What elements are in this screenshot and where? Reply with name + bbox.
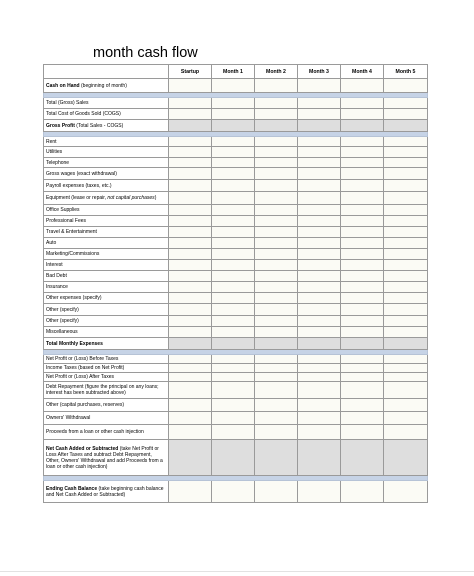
- cell[interactable]: [212, 180, 255, 192]
- row-debt-repayment: [44, 382, 428, 399]
- cell[interactable]: [298, 120, 341, 132]
- cell[interactable]: [169, 158, 212, 168]
- cell[interactable]: [255, 412, 298, 425]
- cell[interactable]: [298, 316, 341, 327]
- row-payroll-expenses: [44, 180, 428, 192]
- cell[interactable]: [384, 158, 428, 168]
- cell[interactable]: [384, 227, 428, 238]
- cell[interactable]: [255, 137, 298, 147]
- page-edge-divider: [0, 571, 474, 572]
- row-label: Proceeds from a loan or other cash injection: [44, 425, 169, 440]
- cell[interactable]: [212, 260, 255, 271]
- page-title: month cash flow: [93, 45, 198, 61]
- cell[interactable]: [341, 98, 384, 109]
- cell[interactable]: [255, 282, 298, 293]
- row-miscellaneous: [44, 327, 428, 338]
- cell[interactable]: [169, 364, 212, 373]
- cell[interactable]: [341, 216, 384, 227]
- row-gross-wages: [44, 168, 428, 180]
- cell[interactable]: [341, 338, 384, 350]
- row-other-expenses: [44, 293, 428, 304]
- cell[interactable]: [298, 192, 341, 205]
- cell[interactable]: [255, 249, 298, 260]
- cell[interactable]: [212, 282, 255, 293]
- cell[interactable]: [384, 180, 428, 192]
- cell[interactable]: [341, 227, 384, 238]
- cell[interactable]: [255, 79, 298, 93]
- cell[interactable]: [341, 364, 384, 373]
- row-owners-withdrawal: [44, 412, 428, 425]
- cell[interactable]: [341, 180, 384, 192]
- row-equipment: [44, 192, 428, 205]
- row-utilities: [44, 147, 428, 158]
- cell[interactable]: [255, 338, 298, 350]
- cell[interactable]: [212, 293, 255, 304]
- cell[interactable]: [341, 327, 384, 338]
- cell[interactable]: [169, 373, 212, 382]
- row-label: Other (specify): [44, 316, 169, 327]
- cell[interactable]: [298, 205, 341, 216]
- cell[interactable]: [341, 373, 384, 382]
- cell[interactable]: [212, 440, 255, 476]
- cell[interactable]: [341, 355, 384, 364]
- cell[interactable]: [212, 98, 255, 109]
- cell[interactable]: [169, 147, 212, 158]
- row-label: Other (specify): [44, 304, 169, 316]
- cell[interactable]: [298, 158, 341, 168]
- cell[interactable]: [298, 412, 341, 425]
- cell[interactable]: [341, 481, 384, 503]
- cell[interactable]: [384, 364, 428, 373]
- cell[interactable]: [341, 79, 384, 93]
- cell[interactable]: [255, 271, 298, 282]
- cell[interactable]: [255, 158, 298, 168]
- cell[interactable]: [341, 316, 384, 327]
- row-label: Income Taxes (based on Net Profit): [44, 364, 169, 373]
- cell[interactable]: [298, 238, 341, 249]
- cell[interactable]: [298, 260, 341, 271]
- row-label: Insurance: [44, 282, 169, 293]
- col-header-month-1: Month 1: [212, 65, 255, 79]
- cell[interactable]: [212, 79, 255, 93]
- cell[interactable]: [255, 327, 298, 338]
- cell[interactable]: [212, 216, 255, 227]
- cell[interactable]: [212, 304, 255, 316]
- row-cogs: [44, 109, 428, 120]
- cell[interactable]: [298, 364, 341, 373]
- cell[interactable]: [341, 425, 384, 440]
- cell[interactable]: [255, 481, 298, 503]
- row-income-taxes: [44, 364, 428, 373]
- row-label: Auto: [44, 238, 169, 249]
- cell[interactable]: [341, 147, 384, 158]
- cell[interactable]: [169, 109, 212, 120]
- cell[interactable]: [341, 304, 384, 316]
- cell[interactable]: [169, 316, 212, 327]
- row-telephone: [44, 158, 428, 168]
- cell[interactable]: [255, 109, 298, 120]
- cell[interactable]: [384, 79, 428, 93]
- cell[interactable]: [169, 382, 212, 399]
- cell[interactable]: [169, 260, 212, 271]
- cell[interactable]: [212, 481, 255, 503]
- cell[interactable]: [169, 338, 212, 350]
- row-interest: [44, 260, 428, 271]
- cell[interactable]: [384, 327, 428, 338]
- cell[interactable]: [255, 227, 298, 238]
- row-net-profit-after-taxes: [44, 373, 428, 382]
- cell[interactable]: [384, 147, 428, 158]
- row-rent: [44, 137, 428, 147]
- cell[interactable]: [169, 355, 212, 364]
- cell[interactable]: [298, 382, 341, 399]
- cell[interactable]: [298, 168, 341, 180]
- cell[interactable]: [384, 355, 428, 364]
- cell[interactable]: [298, 304, 341, 316]
- cell[interactable]: [255, 120, 298, 132]
- cell[interactable]: [212, 399, 255, 412]
- cell[interactable]: [298, 147, 341, 158]
- row-label: Total (Gross) Sales: [44, 98, 169, 109]
- cell[interactable]: [341, 192, 384, 205]
- cell[interactable]: [384, 304, 428, 316]
- cell[interactable]: [384, 399, 428, 412]
- cash-flow-table: [43, 64, 428, 503]
- row-total-monthly-expenses: [44, 338, 428, 350]
- cell[interactable]: [298, 249, 341, 260]
- cell[interactable]: [341, 205, 384, 216]
- cell[interactable]: [169, 327, 212, 338]
- cell[interactable]: [255, 382, 298, 399]
- cell[interactable]: [341, 382, 384, 399]
- col-header-month-2: Month 2: [255, 65, 298, 79]
- row-label: Gross wages (exact withdrawal): [44, 168, 169, 180]
- row-proceeds: [44, 425, 428, 440]
- cell[interactable]: [384, 293, 428, 304]
- cell[interactable]: [298, 399, 341, 412]
- cell[interactable]: [169, 440, 212, 476]
- cell[interactable]: [341, 412, 384, 425]
- cell[interactable]: [169, 282, 212, 293]
- row-label: Debt Repayment (figure the principal on any loans; interest has been subtracted above): [44, 382, 169, 399]
- cell[interactable]: [298, 327, 341, 338]
- row-label: Gross Profit (Total Sales - COGS): [44, 120, 169, 132]
- col-header-month-4: Month 4: [341, 65, 384, 79]
- cell[interactable]: [341, 271, 384, 282]
- cell[interactable]: [384, 238, 428, 249]
- cell[interactable]: [255, 168, 298, 180]
- cell[interactable]: [341, 120, 384, 132]
- cell[interactable]: [384, 440, 428, 476]
- cell[interactable]: [341, 282, 384, 293]
- cell[interactable]: [169, 79, 212, 93]
- cell[interactable]: [212, 338, 255, 350]
- cell[interactable]: [212, 205, 255, 216]
- cell[interactable]: [212, 158, 255, 168]
- row-label: Interest: [44, 260, 169, 271]
- cell[interactable]: [341, 440, 384, 476]
- cell[interactable]: [255, 205, 298, 216]
- cell[interactable]: [255, 147, 298, 158]
- row-cash-on-hand: [44, 79, 428, 93]
- cell[interactable]: [212, 168, 255, 180]
- cell[interactable]: [298, 282, 341, 293]
- row-label: Rent: [44, 137, 169, 147]
- row-label: Payroll expenses (taxes, etc.): [44, 180, 169, 192]
- cell[interactable]: [212, 120, 255, 132]
- cell[interactable]: [255, 192, 298, 205]
- cell[interactable]: [298, 227, 341, 238]
- cell[interactable]: [384, 373, 428, 382]
- cell[interactable]: [212, 425, 255, 440]
- cell[interactable]: [384, 168, 428, 180]
- cell[interactable]: [169, 137, 212, 147]
- cell[interactable]: [298, 109, 341, 120]
- row-other-1: [44, 304, 428, 316]
- row-office-supplies: [44, 205, 428, 216]
- cell[interactable]: [384, 137, 428, 147]
- cell[interactable]: [212, 271, 255, 282]
- row-ending-cash-balance: [44, 481, 428, 503]
- cell[interactable]: [169, 425, 212, 440]
- cell[interactable]: [169, 98, 212, 109]
- row-travel: [44, 227, 428, 238]
- cell[interactable]: [298, 180, 341, 192]
- cell[interactable]: [212, 373, 255, 382]
- row-net-profit-before-taxes: [44, 355, 428, 364]
- cell[interactable]: [255, 238, 298, 249]
- cell[interactable]: [384, 260, 428, 271]
- cell[interactable]: [298, 137, 341, 147]
- row-label: Travel & Entertainment: [44, 227, 169, 238]
- cell[interactable]: [341, 238, 384, 249]
- row-label: Utilities: [44, 147, 169, 158]
- row-net-cash: [44, 440, 428, 476]
- cell[interactable]: [212, 382, 255, 399]
- header-row: [44, 65, 428, 79]
- row-label: Bad Debt: [44, 271, 169, 282]
- row-auto: [44, 238, 428, 249]
- row-label: Other (capital purchases, reserves): [44, 399, 169, 412]
- cell[interactable]: [384, 338, 428, 350]
- cell[interactable]: [384, 271, 428, 282]
- cell[interactable]: [298, 79, 341, 93]
- row-label: Miscellaneous: [44, 327, 169, 338]
- row-label: Owners' Withdrawal: [44, 412, 169, 425]
- cell[interactable]: [169, 249, 212, 260]
- cell[interactable]: [255, 304, 298, 316]
- row-label: Net Profit or (Loss) Before Taxes: [44, 355, 169, 364]
- row-label: Office Supplies: [44, 205, 169, 216]
- cell[interactable]: [341, 249, 384, 260]
- cell[interactable]: [169, 412, 212, 425]
- col-header-month-3: Month 3: [298, 65, 341, 79]
- cell[interactable]: [169, 192, 212, 205]
- cell[interactable]: [255, 440, 298, 476]
- cell[interactable]: [298, 425, 341, 440]
- cell[interactable]: [169, 168, 212, 180]
- cell[interactable]: [212, 412, 255, 425]
- cell[interactable]: [169, 304, 212, 316]
- cell[interactable]: [341, 137, 384, 147]
- cell[interactable]: [341, 109, 384, 120]
- cell[interactable]: [255, 260, 298, 271]
- cell[interactable]: [298, 216, 341, 227]
- cell[interactable]: [212, 109, 255, 120]
- row-label: Net Cash Added or Subtracted (take Net Profit or Loss After Taxes and subtract Debt Repayment, Other, Owners' Withdrawal and add Proceeds from a loan or other cash injection): [44, 440, 169, 476]
- row-label: Telephone: [44, 158, 169, 168]
- col-header-month-5: Month 5: [384, 65, 428, 79]
- cell[interactable]: [384, 412, 428, 425]
- cell[interactable]: [212, 147, 255, 158]
- cell[interactable]: [298, 355, 341, 364]
- cell[interactable]: [169, 227, 212, 238]
- cell[interactable]: [212, 355, 255, 364]
- row-total-sales: [44, 98, 428, 109]
- row-label: Ending Cash Balance (take beginning cash balance and Net Cash Added or Subtracted): [44, 481, 169, 503]
- cell[interactable]: [212, 137, 255, 147]
- cell[interactable]: [169, 120, 212, 132]
- row-label: Total Monthly Expenses: [44, 338, 169, 350]
- cell[interactable]: [169, 238, 212, 249]
- cell[interactable]: [169, 180, 212, 192]
- cell[interactable]: [212, 327, 255, 338]
- cell[interactable]: [384, 481, 428, 503]
- row-insurance: [44, 282, 428, 293]
- row-other-2: [44, 316, 428, 327]
- cell[interactable]: [298, 481, 341, 503]
- cell[interactable]: [298, 338, 341, 350]
- cell[interactable]: [384, 216, 428, 227]
- cell[interactable]: [341, 260, 384, 271]
- cell[interactable]: [255, 316, 298, 327]
- cell[interactable]: [169, 293, 212, 304]
- cell[interactable]: [298, 271, 341, 282]
- cell[interactable]: [255, 98, 298, 109]
- col-header-startup: Startup: [169, 65, 212, 79]
- cell[interactable]: [384, 192, 428, 205]
- header-corner: [44, 65, 169, 79]
- cell[interactable]: [298, 440, 341, 476]
- cell[interactable]: [341, 293, 384, 304]
- cell[interactable]: [384, 205, 428, 216]
- cell[interactable]: [255, 355, 298, 364]
- cell[interactable]: [341, 168, 384, 180]
- cell[interactable]: [255, 373, 298, 382]
- row-bad-debt: [44, 271, 428, 282]
- row-gross-profit: [44, 120, 428, 132]
- cell[interactable]: [384, 282, 428, 293]
- cell[interactable]: [169, 481, 212, 503]
- row-label: Equipment (lease or repair, not capital purchases): [44, 192, 169, 205]
- row-label: Other expenses (specify): [44, 293, 169, 304]
- cell[interactable]: [255, 293, 298, 304]
- cell[interactable]: [212, 238, 255, 249]
- cell[interactable]: [255, 425, 298, 440]
- cell[interactable]: [298, 293, 341, 304]
- cell[interactable]: [255, 399, 298, 412]
- cell[interactable]: [169, 205, 212, 216]
- row-marketing: [44, 249, 428, 260]
- cell[interactable]: [298, 98, 341, 109]
- cell[interactable]: [169, 216, 212, 227]
- cell[interactable]: [255, 216, 298, 227]
- cell[interactable]: [169, 271, 212, 282]
- cell[interactable]: [212, 316, 255, 327]
- cell[interactable]: [298, 373, 341, 382]
- cell[interactable]: [384, 316, 428, 327]
- row-other-capital: [44, 399, 428, 412]
- cell[interactable]: [341, 399, 384, 412]
- row-label: Cash on Hand (beginning of month): [44, 79, 169, 93]
- cell[interactable]: [212, 364, 255, 373]
- row-label: Net Profit or (Loss) After Taxes: [44, 373, 169, 382]
- cell[interactable]: [384, 120, 428, 132]
- cell[interactable]: [255, 364, 298, 373]
- cell[interactable]: [384, 98, 428, 109]
- cell[interactable]: [384, 249, 428, 260]
- row-professional-fees: [44, 216, 428, 227]
- row-label: Marketing/Commissions: [44, 249, 169, 260]
- cell[interactable]: [384, 382, 428, 399]
- cell[interactable]: [169, 399, 212, 412]
- cell[interactable]: [212, 192, 255, 205]
- cell[interactable]: [212, 249, 255, 260]
- row-label: Professional Fees: [44, 216, 169, 227]
- cell[interactable]: [255, 180, 298, 192]
- cell[interactable]: [384, 109, 428, 120]
- cell[interactable]: [384, 425, 428, 440]
- row-label: Total Cost of Goods Sold (COGS): [44, 109, 169, 120]
- cell[interactable]: [212, 227, 255, 238]
- cell[interactable]: [341, 158, 384, 168]
